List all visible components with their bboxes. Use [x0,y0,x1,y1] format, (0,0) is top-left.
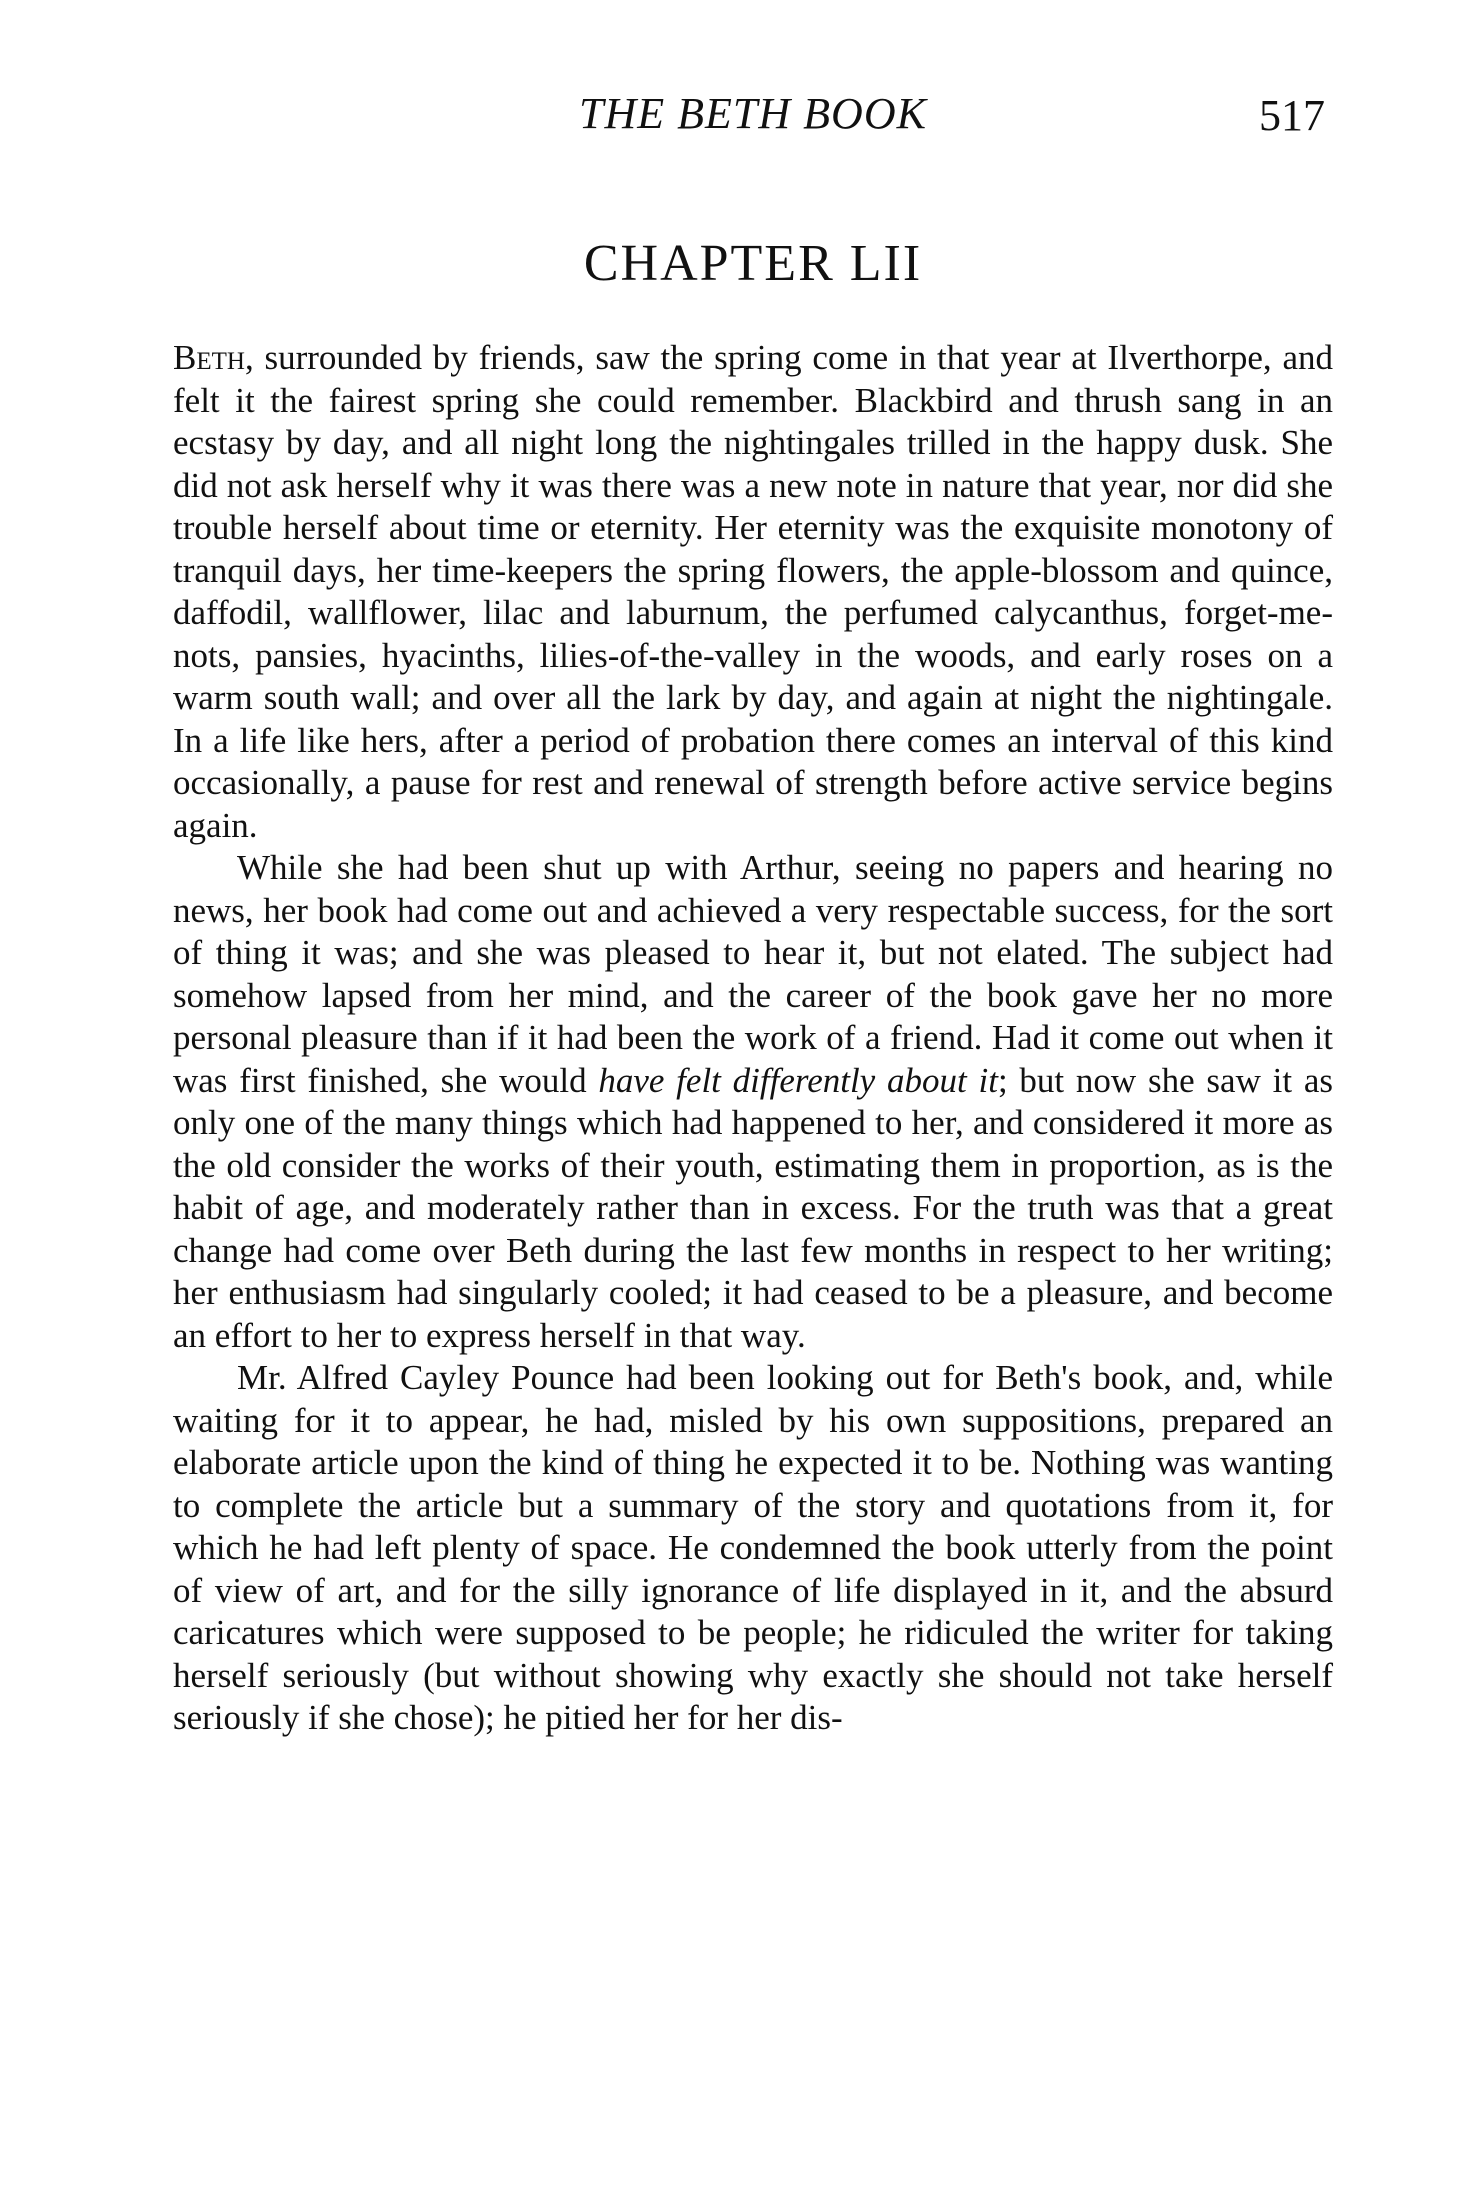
paragraph-3 [173,1357,1333,1740]
chapter-title: CHAPTER LII [583,235,923,292]
body-text [173,337,1333,1740]
running-header [173,88,1333,148]
paragraph-2-text-end: ; but now she saw it as only one of the many things which had happened to her, and considered it more as the old consider the works of their youth, estimating them in proportion, as is the habit of age, and moderately rather than in excess. For the truth was that a great change had come over Beth during the last few months in respect to her writing; her enthusiasm had singularly cooled; it had ceased to be a pleasure, and become an effort to her to express herself in that way. [173,1060,1333,1355]
paragraph-2 [173,847,1333,1357]
paragraph-2-italic: have felt differently about it [598,1060,998,1100]
page-number: 517 [1259,91,1325,140]
paragraph-3-text: Mr. Alfred Cayley Pounce had been looking out for Beth's book, and, while waiting for it to appear, he had, misled by his own suppositions, prepared an elaborate article upon the kind of thing he expected it to be. Nothing was wanting to complete the article but a summary of the story and quotations from it, for which he had left plenty of space. He condemned the book utterly from the point of view of art, and for the silly ignorance of life displayed in it, and the absurd caricatures which were supposed to be people; he ridiculed the writer for taking herself seriously (but without showing why exactly she should not take herself seriously if she chose); he pitied her for her dis- [173,1358,1333,1737]
paragraph-2-text-start: While she had been shut up with Arthur, seeing no papers and hearing no news, her book had come out and achieved a very respectable success, for the sort of thing it was; and she was pleased to hear it, but not elated. The subject had somehow lapsed from her mind, and the career of the book gave her no more personal pleasure than if it had been the work of a friend. Had it come out when it was first finished, she would [173,848,1333,1100]
paragraph-1-text: surrounded by friends, saw the spring come in that year at Ilverthorpe, and felt it the fairest spring she could remember. Blackbird and thrush sang in an ecstasy by day, and all night long the nightingales trilled in the happy dusk. She did not ask herself why it was there was a new note in nature that year, nor did she trouble herself about time or eternity. Her eternity was the exquisite monotony of tranquil days, her time-keepers the spring flowers, the apple-blossom and quince, daffodil, wallflower, lilac and laburnum, the perfumed calycanthus, forget-me-nots, pansies, hyacinths, lilies-of-the-valley in the woods, and early roses on a warm south wall; and over all the lark by day, and again at night the nightingale. In a life like hers, after a period of probation there comes an interval of this kind occasionally, a pause for rest and renewal of strength before active service begins again. [173,338,1333,845]
paragraph-1 [173,337,1333,847]
paragraph-1-lead: Beth, [173,338,254,377]
running-title: THE BETH BOOK [579,89,927,138]
